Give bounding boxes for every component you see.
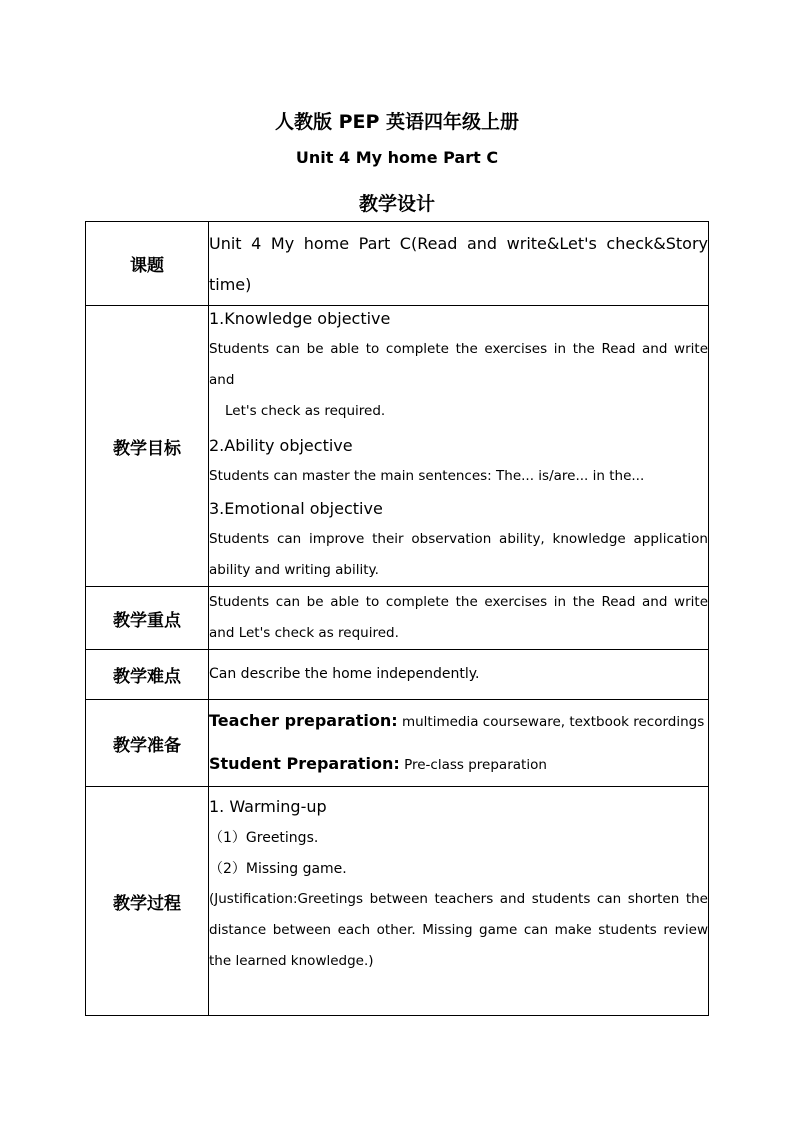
warmup-step-greetings: （1）Greetings. [209, 830, 319, 846]
content-difficulties [209, 650, 709, 700]
key-points-text: Students can be able to complete the exercises in the Read and write and Let's check as required. [209, 594, 708, 641]
content-key-points [209, 587, 709, 650]
teacher-preparation-value: multimedia courseware, textbook recordings [397, 714, 705, 730]
teacher-preparation-label: Teacher preparation: [209, 711, 398, 730]
student-preparation-label: Student Preparation: [209, 754, 400, 773]
row-objectives [86, 306, 709, 587]
row-preparation [86, 700, 709, 787]
label-preparation: 教学准备 [86, 700, 209, 787]
row-topic [86, 222, 709, 306]
content-process [209, 787, 709, 1016]
label-key-points: 教学重点 [86, 587, 209, 650]
difficulties-text: Can describe the home independently. [209, 666, 480, 682]
content-preparation [209, 700, 709, 787]
content-topic [209, 222, 709, 306]
label-difficulties: 教学难点 [86, 650, 209, 700]
student-preparation-value: Pre-class preparation [399, 757, 547, 773]
content-objectives [209, 306, 709, 587]
ability-objective-text: Students can master the main sentences: The... is/are... in the... [209, 468, 645, 484]
warmup-step-missing-game: （2）Missing game. [209, 861, 347, 877]
knowledge-objective-heading: 1.Knowledge objective [209, 309, 391, 328]
label-process: 教学过程 [86, 787, 209, 1016]
label-topic: 课题 [86, 222, 209, 306]
student-preparation-line [209, 743, 708, 786]
document-type-heading: 教学设计 [358, 193, 435, 215]
teacher-preparation-line [209, 700, 708, 743]
knowledge-objective-text-line2: Let's check as required. [225, 403, 386, 419]
emotional-objective-text: Students can improve their observation ability, knowledge application ability and writing ability. [209, 531, 708, 578]
warmup-justification: (Justification:Greetings between teachers and students can shorten the distance between each other. Missing game can make students review the learned knowledge.) [209, 891, 708, 969]
document-title: 人教版 PEP 英语四年级上册 [274, 111, 520, 133]
lesson-plan-table [85, 221, 709, 1016]
label-objectives: 教学目标 [86, 306, 209, 587]
document-subtitle: Unit 4 My home Part C [295, 148, 499, 167]
emotional-objective-heading: 3.Emotional objective [209, 499, 383, 518]
topic-text: Unit 4 My home Part C(Read and write&Let's check&Story time) [209, 233, 708, 294]
warmup-heading: 1. Warming-up [209, 797, 327, 816]
row-difficulties [86, 650, 709, 700]
row-process [86, 787, 709, 1016]
knowledge-objective-text-line1: Students can be able to complete the exercises in the Read and write and [209, 341, 708, 388]
ability-objective-heading: 2.Ability objective [209, 436, 353, 455]
row-key-points [86, 587, 709, 650]
